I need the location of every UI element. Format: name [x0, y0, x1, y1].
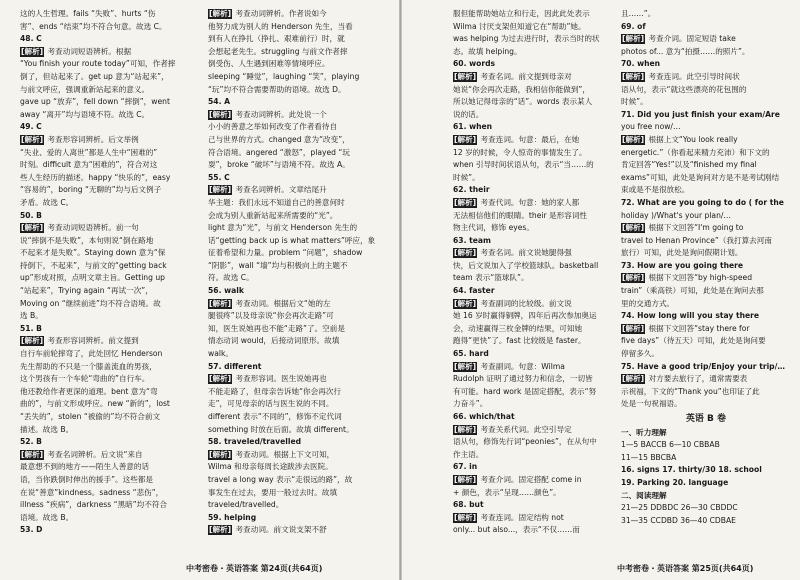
text-line: + 颜色，表示“呈现……颜色”。 [453, 487, 561, 497]
text-line: “玩”均不符合需要帮助的语境。故选 D。 [208, 84, 346, 94]
explanation-line: [解析] 对方要去旅行了，通常需要表 [622, 374, 748, 384]
text-line: 害”、ends “结束”均不符合句意。故选 C。 [20, 21, 167, 31]
text-line: 选 B。 [20, 311, 43, 321]
answer-number: 66. which/that [453, 412, 515, 421]
text-line: 作主语。 [453, 449, 484, 459]
text-line: 旅行）可知，此处是询问假期计划。 [621, 248, 743, 258]
explanation-line: [解析] 考查形容词。医生说她再也 [209, 374, 327, 384]
analysis-tag: [解析] [209, 109, 232, 119]
text-line: Wilma 讨厌支架但知道它在“帮助”她。 [453, 21, 586, 31]
text-line: 语从句，表示“就这些漂亮的花包围的 [621, 84, 747, 94]
subsection-title: 一、听力理解 [621, 427, 667, 437]
text-line: Rudolph 证明了通过努力和信念，一切皆 [453, 374, 593, 384]
text-line: 最意想不到的地方——陌生人善意的话 [20, 462, 150, 472]
text-line: 里的交通方式。 [621, 298, 675, 308]
text-line: train”（乘高铁）可知，此处是在询问去那 [621, 286, 764, 296]
analysis-tag: [解析] [454, 197, 477, 207]
answer-number: 50. B [20, 210, 42, 220]
text-line: 己与世界的方式。changed 意为“改变”， [208, 134, 350, 144]
answer-number: 64. faster [453, 286, 495, 296]
answer-number: 75. Have a good trip/Enjoy your trip/… [621, 361, 785, 371]
analysis-tag: [解析] [209, 9, 232, 18]
text-line: 华主题：我们永远不知道自己的善意何时 [208, 197, 345, 207]
analysis-tag: [解析] [21, 134, 44, 144]
text-line: 他努力成为别人的 Henderson 先生，当看 [208, 21, 353, 31]
text-line: 快，后文说加入了学校篮球队。basketball [453, 260, 599, 270]
text-line: 态。故填 helping。 [453, 46, 522, 56]
text-line: 他还教给作者更深的道理。bent 意为“弯 [20, 386, 158, 396]
answer-number: 70. when [621, 59, 661, 69]
text-line: 语境。故选 B。 [20, 512, 74, 522]
text-line: 21—25 DDBDC 26—30 CBDDC [621, 503, 738, 513]
text-line: 情态动词 would，后接动词原形。故填 [208, 336, 340, 346]
text-line: “You finish your route today”可知，作者摔 [20, 59, 176, 69]
analysis-tag: [解析] [622, 223, 645, 233]
text-line: 她说“你会再次走路，我相信你能做到”， [453, 84, 590, 94]
text-line: 说“摔倒不是失败”，本句则说“倒在路地 [20, 235, 154, 245]
text-line: 与前文呼应，强调重新站起来的意义。 [20, 84, 150, 94]
text-line: 肯定回答“Yes!”以及“finished my final [621, 160, 757, 170]
text-line: 耍”，broke “破坏”与语境不符。故选 A。 [208, 160, 350, 170]
text-line: energetic.”（你看起来精力充沛）和下文的 [621, 147, 770, 157]
explanation-line: [解析] 考查连词。句意：最后，在她 [454, 134, 580, 144]
text-line: exams”可知，此处是询问对方是不是考试刚结 [621, 172, 780, 182]
answer-number: 51. B [20, 323, 42, 333]
analysis-tag: [解析] [454, 298, 477, 308]
text-line: 物主代词，修饰 eyes。 [453, 223, 534, 233]
text-line: Moving on “继续前进”均不符合语境。故 [20, 298, 161, 308]
text-line: 些人生经历的描述。happy “快乐的”，easy [20, 172, 171, 182]
analysis-tag: [解析] [454, 424, 477, 434]
left-page-footer: 中考密卷・英语答案 第24页(共64页) [186, 564, 323, 573]
text-line: 语，当你跌倒时伸出的援手”。这些都是 [20, 474, 154, 484]
text-line: up”形成对照，点明文章主旨。Getting up [20, 273, 165, 283]
analysis-tag: [解析] [454, 134, 477, 144]
explanation-line: [解析] 考查形容词辨析。前文提到 [21, 336, 139, 346]
answer-number: 60. words [453, 59, 496, 69]
answer-number: 74. How long will you stay there [621, 311, 760, 321]
text-line: 征着希望和力量。problem “问题”，shadow [208, 248, 363, 258]
answer-number: 56. walk [208, 286, 244, 296]
answer-number: 54. A [208, 97, 230, 107]
text-line: five days”（待五天）可知，此处是询问要 [621, 336, 766, 346]
text-line: 时候”。 [621, 97, 648, 107]
text-line: 这的人生哲理。fails “失败”、hurts “伤 [20, 9, 156, 18]
text-line: 会成为别人重新站起来所需要的“光”。 [208, 210, 338, 220]
text-line: 会，动速赢得三枚金牌的结果，可知她 [453, 323, 583, 333]
explanation-line: [解析] 考查动词辨析。作者说如今 [209, 9, 327, 18]
text-line: 倒受伤、人生遇到困难等情境呼应。 [208, 59, 330, 69]
text-line: 有可能。hard work 是固定搭配，表示“努 [453, 386, 597, 396]
text-line: 曲的”，与前文形成呼应。new “新的”，lost [20, 399, 170, 409]
text-line: 所以她记得母亲的“话”。words 表示某人 [453, 97, 593, 107]
text-line: “丢失的”，stolen “被偷的”均不符合前文 [20, 412, 161, 421]
text-line: gave up “放弃”，fell down “摔倒”，went [20, 97, 170, 107]
analysis-tag: [解析] [209, 185, 232, 195]
text-line: 时刻。difficult 意为“困难的”，符合对这 [20, 160, 158, 170]
text-line: 她 16 岁时赢得铜牌，四年后再次参加奥运 [453, 311, 597, 321]
text-line: 束或是不是很放松。 [621, 185, 690, 195]
text-line: walk。 [208, 349, 233, 359]
answer-number: 19. Parking 20. language [621, 477, 729, 487]
text-line: 在说“善意”kindness。sadness “悲伤”， [20, 487, 164, 497]
explanation-line: [解析] 考查代词。句意：她的家人都 [454, 197, 580, 207]
explanation-line: [解析] 考查连词。固定结构 not [454, 512, 564, 522]
text-line: 12 岁的时候，令人惊奇的事情发生了。 [453, 147, 587, 157]
text-line: 描述。故选 B。 [20, 424, 74, 434]
text-line: 无法相信他们的眼睛。their 是形容词性 [453, 210, 588, 220]
text-line: 事发生在过去，要用一般过去时。故填 [208, 487, 338, 497]
text-line: traveled/travelled。 [208, 500, 284, 510]
text-line: 力奋斗”。 [453, 399, 488, 409]
text-line: 倒了，但站起来了。get up 意为“站起来”， [20, 71, 169, 81]
analysis-tag: [解析] [21, 449, 44, 459]
text-line: 先生帮助的不只是一个膝盖流血的男孩， [20, 361, 157, 371]
answer-number: 49. C [20, 122, 42, 132]
answer-number: 72. What are you going to do ( for the [621, 197, 784, 207]
text-line: was helping 为过去进行时，表示当时的状 [453, 34, 600, 44]
answer-number: 48. C [20, 34, 42, 44]
explanation-line: [解析] 考查名词。前文说她腿得强 [454, 248, 572, 258]
text-line: 这个男孩有一个车轮“弯曲的”自行车。 [20, 374, 150, 384]
text-line: 符。故选 C。 [208, 273, 254, 283]
answer-number: 62. their [453, 185, 490, 195]
explanation-line: [解析] 考查介词。固定短语 take [622, 34, 736, 44]
text-line: 矛盾。故选 C。 [20, 197, 74, 207]
text-line: 说的话。 [453, 109, 484, 119]
text-line: light 意为“光”，与前文 Henderson 先生的 [208, 223, 358, 233]
analysis-tag: [解析] [454, 248, 477, 258]
text-line: sleeping “睡觉”，laughing “笑”，playing [208, 71, 360, 81]
text-line: Wilma 和母亲每周长途跋涉去医院。 [208, 462, 333, 472]
analysis-tag: [解析] [21, 223, 44, 233]
text-line: 到有人在挣扎（挣扎、艰难前行）时，就 [208, 34, 345, 44]
analysis-tag: [解析] [454, 361, 477, 371]
right-page-column-1 [453, 8, 613, 556]
analysis-tag: [解析] [622, 34, 645, 44]
text-line: 31—35 CCDBD 36—40 CDBAE [621, 515, 736, 525]
explanation-line: [解析] 考查形容词辨析。后文举例 [21, 134, 139, 144]
text-line: something 时放在后面。故填 different。 [208, 424, 354, 434]
analysis-tag: [解析] [209, 525, 232, 535]
answer-number: 59. helping [208, 512, 257, 522]
text-line: you free now/… [621, 122, 681, 132]
analysis-tag: [解析] [454, 474, 477, 484]
right-page [403, 0, 800, 580]
answer-number: 68. but [453, 500, 484, 510]
explanation-line: [解析] 考查动词辨析。此处说一个 [209, 109, 327, 119]
text-line: “阴影”，wall “墙”均与积极向上的主题不 [208, 260, 348, 270]
explanation-line: [解析] 考查动词短语辨析。前一句 [21, 223, 139, 233]
explanation-line: [解析] 考查副词的比较级。前文说 [454, 298, 572, 308]
explanation-line: [解析] 根据下文回答“I'm going to [622, 223, 744, 233]
text-line: “站起来”，Trying again “再试一次”， [20, 286, 153, 296]
text-line: 1—5 BACCB 6—10 CBBAB [621, 440, 720, 450]
answer-number: 52. B [20, 437, 42, 447]
text-line: 符合语境。angered “激怒”，played “玩 [208, 147, 350, 157]
text-line: 且……”。 [621, 9, 656, 18]
text-line: 时候”。 [453, 172, 480, 182]
text-line: holiday )/What's your plan/… [621, 210, 732, 220]
text-line: 11—15 BBCBA [621, 452, 677, 462]
analysis-tag: [解析] [622, 71, 645, 81]
answer-number: 65. hard [453, 349, 489, 359]
text-line: 持倒下，不起来”，与前文的“getting back [20, 260, 167, 270]
text-line: team 表示“篮球队”。 [453, 273, 529, 283]
explanation-line: [解析] 考查动词短语辨析。根据 [21, 46, 132, 56]
analysis-tag: [解析] [209, 449, 232, 459]
explanation-line: [解析] 考查动词。前文说支架不舒 [209, 525, 327, 535]
explanation-line: [解析] 根据下文回答“by high-speed [622, 273, 753, 283]
answer-number: 58. traveled/travelled [208, 437, 302, 447]
text-line: 不起来才是失败”。Staying down 意为“保 [20, 248, 166, 258]
text-line: 小小的善意之举如何改变了作者看待自 [208, 122, 338, 132]
text-line: when 引导时间状语从句，表示“当……的 [453, 160, 594, 170]
explanation-line: [解析] 考查副词。句意：Wilma [454, 361, 565, 371]
answer-number: 57. different [208, 361, 262, 371]
text-line: away “离开”均与语境不符。故选 C。 [20, 109, 150, 119]
text-line: travel to Henan Province”（我打算去河南 [621, 235, 772, 245]
left-page [0, 0, 398, 580]
text-line: 停留多久。 [621, 349, 659, 359]
text-line: 示祝福，下文的“Thank you”也印证了此 [621, 386, 760, 396]
text-line: 走”，可见母亲的话与医生说的不同。 [208, 399, 334, 409]
analysis-tag: [解析] [622, 134, 645, 144]
explanation-line: [解析] 考查名词辨析。文章结尾升 [209, 185, 327, 195]
answer-number: 55. C [208, 172, 230, 182]
text-line: 跑得“更快”了。fast 比较级是 faster。 [453, 336, 586, 346]
text-line: photos of... 意为“拍摄……的照片”。 [621, 46, 750, 56]
explanation-line: [解析] 考查关系代词。此空引导定 [454, 424, 572, 434]
text-line: 会想起老先生。struggling 与前文作者摔 [208, 46, 348, 56]
explanation-line: [解析] 考查名词辨析。后文说“来自 [21, 449, 143, 459]
answer-number: 71. Did you just finish your exam/Are [621, 109, 780, 119]
analysis-tag: [解析] [622, 273, 645, 283]
answer-number: 69. of [621, 21, 646, 31]
right-page-column-2 [621, 8, 791, 556]
right-page-footer: 中考密卷・英语答案 第25页(共64页) [617, 564, 754, 573]
section-title: 英语 B 卷 [685, 414, 727, 424]
answer-number: 73. How are you going there [621, 260, 744, 270]
text-line: 腿很疼”以及母亲说“你会再次走路”可 [208, 311, 334, 321]
analysis-tag: [解析] [21, 336, 44, 346]
analysis-tag: [解析] [209, 374, 232, 384]
explanation-line: [解析] 考查动词。根据后文“她的左 [209, 298, 331, 308]
text-line: 处是一句祝福语。 [621, 399, 682, 409]
analysis-tag: [解析] [454, 71, 477, 81]
analysis-tag: [解析] [622, 323, 645, 333]
text-line: only... but also...，表示“不仅……而 [453, 525, 580, 535]
explanation-line: [解析] 考查连词。此空引导时间状 [622, 71, 740, 81]
analysis-tag: [解析] [622, 374, 645, 384]
book-spine [399, 0, 402, 580]
text-line: 知，医生说她再也不能“走路”了。空前是 [208, 323, 345, 333]
explanation-line: [解析] 考查介词。固定搭配 come in [454, 474, 582, 484]
text-line: different 表示“不同的”，修饰不定代词 [208, 412, 342, 421]
text-line: illness “疾病”，darkness “黑暗”均不符合 [20, 500, 168, 510]
explanation-line: [解析] 考查动词。根据上下文可知， [209, 449, 335, 459]
answer-number: 63. team [453, 235, 491, 245]
left-page-column-2 [208, 8, 386, 556]
answer-number: 16. signs 17. thirty/30 18. school [621, 465, 762, 475]
text-line: 语从句，修饰先行词“peonies”，在从句中 [453, 437, 597, 447]
analysis-tag: [解析] [21, 46, 44, 56]
left-page-column-1 [20, 8, 197, 556]
explanation-line: [解析] 考查名词。前文提到母亲对 [454, 71, 572, 81]
text-line: “容易的”，boring “无聊的”均与后文例子 [20, 185, 162, 195]
analysis-tag: [解析] [209, 298, 232, 308]
answer-number: 61. when [453, 122, 493, 132]
analysis-tag: [解析] [454, 512, 477, 522]
text-line: travel a long way 表示“走很远的路”，故 [208, 474, 353, 484]
text-line: 话“getting back up is what matters”呼应，象 [208, 235, 376, 245]
text-line: 服但能帮助她站立和行走，因此此处表示 [453, 9, 590, 18]
explanation-line: [解析] 根据下文回答“stay there for [622, 323, 750, 333]
answer-number: 67. in [453, 462, 478, 472]
subsection-title: 二、阅读理解 [621, 490, 667, 500]
answer-number: 53. D [20, 525, 43, 535]
explanation-line: [解析] 根据上文“You look really [622, 134, 738, 144]
text-line: “失业、爱的人离世”都是人生中“困难的” [20, 147, 158, 157]
text-line: 自行车前轮摔弯了，此处回忆 Henderson [20, 349, 163, 359]
text-line: 不能走路了，但母亲告诉她“你会再次行 [208, 386, 342, 396]
